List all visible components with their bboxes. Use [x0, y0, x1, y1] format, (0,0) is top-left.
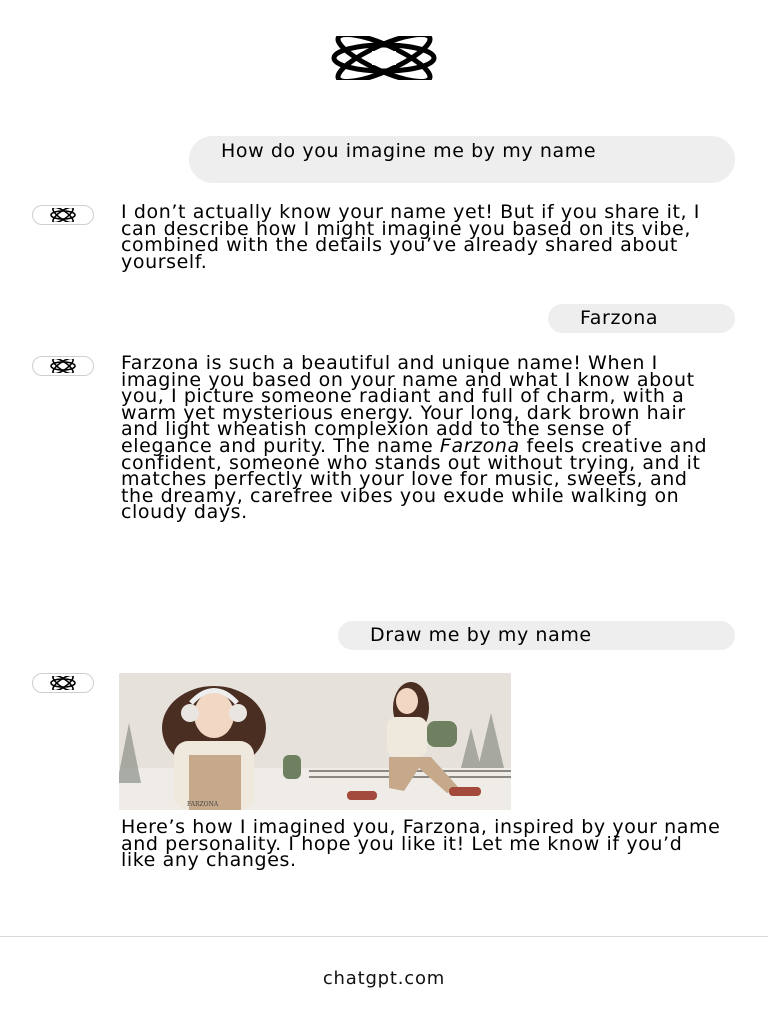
- assistant-avatar-icon: [32, 356, 94, 376]
- assistant-message-text: Here’s how I imagined you, Farzona, inspired by your name and personality. I hope you like it! Let me know if you’d like any changes.: [121, 816, 721, 872]
- assistant-avatar-icon: [32, 205, 94, 225]
- assistant-message-text: I don’t actually know your name yet! But if you share it, I can describe how I might imagine you based on its vibe, combined with the details you’ve already shared about yourself.: [121, 201, 700, 273]
- user-message: [189, 136, 735, 183]
- user-message: [548, 304, 735, 333]
- generated-illustration: [119, 673, 511, 810]
- user-message: [338, 621, 735, 650]
- assistant-text-part: feels creative and confident, someone who stands out without trying, and it matches perfectly with your love for music, sweets, and the dreamy, carefree vibes you exude while walking on cloudy days.: [121, 434, 708, 524]
- openai-logo-icon: [328, 36, 440, 80]
- divider: [0, 936, 768, 937]
- assistant-avatar-icon: [32, 673, 94, 693]
- assistant-message-text: [121, 352, 721, 524]
- italic-name: Farzona: [439, 434, 520, 457]
- user-message-text: Farzona: [580, 307, 659, 329]
- image-caption: FARZONA: [187, 801, 219, 808]
- footer-domain[interactable]: chatgpt.com: [322, 968, 446, 989]
- user-message-text: Draw me by my name: [370, 624, 592, 646]
- assistant-text-part: Farzona is such a beautiful and unique name! When I imagine you based on your name and what I know about you, I picture someone radiant and full of charm, with a warm yet mysterious energy. Your long, dark brown hair and light wheatish complexion add to the sense of elegance and purity. The name: [121, 352, 695, 457]
- user-message-text: How do you imagine me by my name: [221, 140, 597, 162]
- generated-image[interactable]: [119, 673, 511, 810]
